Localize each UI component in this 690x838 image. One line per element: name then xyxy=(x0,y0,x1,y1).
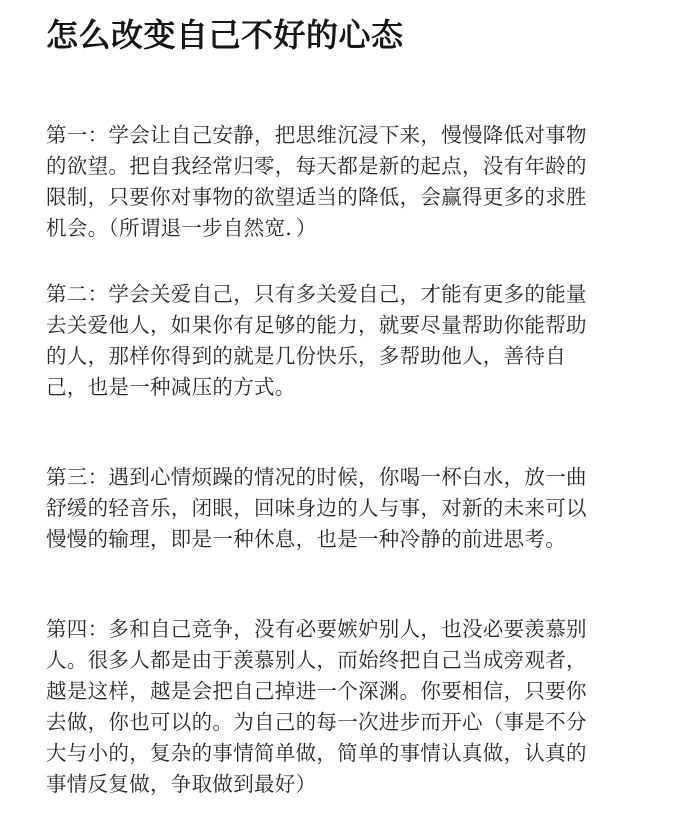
section-4-line: 去做，你也可以的。为自己的每一次进步而开心（事是不分 xyxy=(46,710,587,734)
section-1 xyxy=(46,120,656,244)
section-4-line: 第四：多和自己竞争，没有必要嫉妒别人，也没必要羡慕别 xyxy=(46,617,587,641)
section-2-line: 第二：学会关爱自己，只有多关爱自己，才能有更多的能量 xyxy=(46,282,587,306)
section-2-line: 的人，那样你得到的就是几份快乐，多帮助他人，善待自 xyxy=(46,344,566,368)
section-4-line: 事情反复做，争取做到最好） xyxy=(46,772,317,796)
section-2-line: 去关爱他人，如果你有足够的能力，就要尽量帮助你能帮助 xyxy=(46,313,587,337)
section-1-line: 机会。（所谓退一步自然宽．） xyxy=(46,216,317,240)
section-1-line: 限制，只要你对事物的欲望适当的降低，会赢得更多的求胜 xyxy=(46,185,587,209)
section-2 xyxy=(46,279,656,403)
section-3 xyxy=(46,462,656,555)
section-4-line: 大与小的，复杂的事情简单做，简单的事情认真做，认真的 xyxy=(46,741,587,765)
section-3-line: 舒缓的轻音乐，闭眼，回味身边的人与事，对新的未来可以 xyxy=(46,496,587,520)
section-4 xyxy=(46,614,656,800)
section-3-line: 第三：遇到心情烦躁的情况的时候，你喝一杯白水，放一曲 xyxy=(46,465,587,489)
section-4-line: 越是这样，越是会把自己掉进一个深渊。你要相信，只要你 xyxy=(46,679,587,703)
section-2-line: 己，也是一种减压的方式。 xyxy=(46,375,296,399)
section-3-line: 慢慢的输理，即是一种休息，也是一种冷静的前进思考。 xyxy=(46,527,566,551)
section-1-line: 第一：学会让自己安静，把思维沉浸下来，慢慢降低对事物 xyxy=(46,123,587,147)
section-1-line: 的欲望。把自我经常归零，每天都是新的起点，没有年龄的 xyxy=(46,154,587,178)
section-4-line: 人。很多人都是由于羡慕别人，而始终把自己当成旁观者， xyxy=(46,648,587,672)
article-title: 怎么改变自己不好的心态 xyxy=(46,16,404,54)
